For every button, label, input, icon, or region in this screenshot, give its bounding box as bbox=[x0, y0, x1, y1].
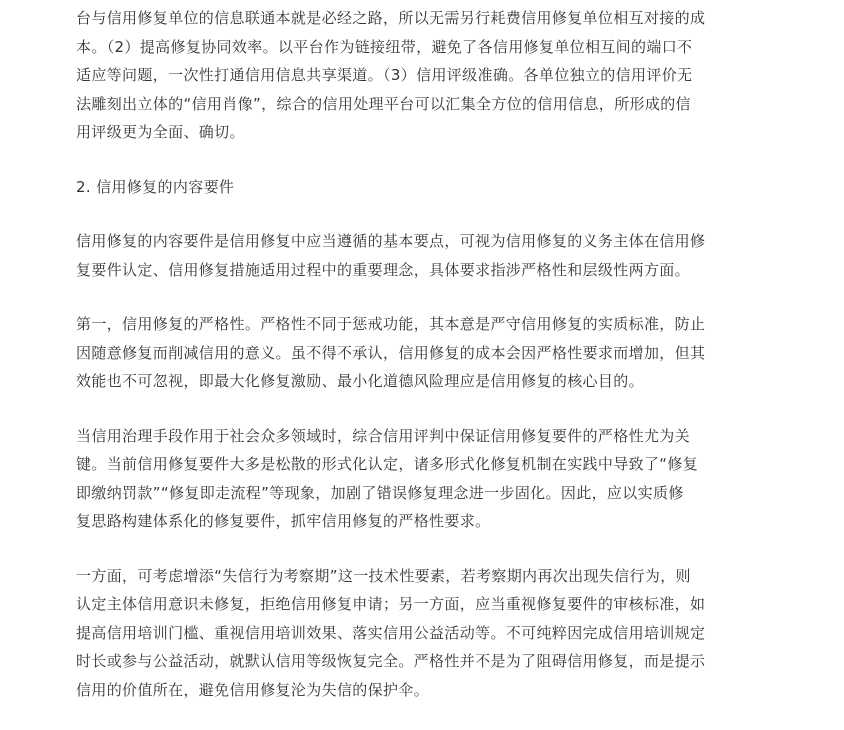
section-heading-content-elements: 2. 信用修复的内容要件 bbox=[76, 177, 235, 196]
paragraph-platform-advantages: 台与信用修复单位的信息联通本就是必经之路，所以无需另行耗费信用修复单位相互对接的成 本。（2）提高修复协同效率。以平台作为链接纽带，避免了各信用修复单位相互间的端口不 适应等问题，一次性打通信用信息共享渠道。（3）信用评级准确。各单位独立的信用评价无 法雕刻出立体的“信用肖像”，综合的信用处理平台可以汇集全方位的信用信息，所形成的信 用评级更为全面、确切。 bbox=[76, 9, 706, 141]
paragraph-strictness: 第一，信用修复的严格性。严格性不同于惩戒功能，其本意是严守信用修复的实质标准，防止 因随意修复而削减信用的意义。虽不得不承认，信用修复的成本会因严格性要求而增加，但其 效能也不可忽视，即最大化修复激励、最小化道德风险理应是信用修复的核心目的。 bbox=[76, 315, 706, 390]
article-body bbox=[76, 0, 752, 730]
paragraph-content-elements-intro: 信用修复的内容要件是信用修复中应当遵循的基本要点，可视为信用修复的义务主体在信用修 复要件认定、信用修复措施适用过程中的重要理念，具体要求指涉严格性和层级性两方面。 bbox=[76, 232, 706, 279]
paragraph-observation-period: 一方面，可考虑增添“失信行为考察期”这一技术性要素，若考察期内再次出现失信行为，则 认定主体信用意识未修复，拒绝信用修复申请；另一方面，应当重视修复要件的审核标准，如 提高信用培训门槛、重视信用培训效果、落实信用公益活动等。不可纯粹因完成信用培训规定 时长或参与公益活动，就默认信用等级恢复完全。严格性并不是为了阻碍信用修复，而是提示 信用的价值所在，避免信用修复沦为失信的保护伞。 bbox=[76, 566, 706, 699]
paragraph-strictness-key: 当信用治理手段作用于社会众多领域时，综合信用评判中保证信用修复要件的严格性尤为关 键。当前信用修复要件大多是松散的形式化认定，诸多形式化修复机制在实践中导致了“修复 即缴纳罚款”“修复即走流程”等现象，加剧了错误修复理念进一步固化。因此，应以实质修 复思路构建体系化的修复要件，抓牢信用修复的严格性要求。 bbox=[76, 426, 699, 530]
